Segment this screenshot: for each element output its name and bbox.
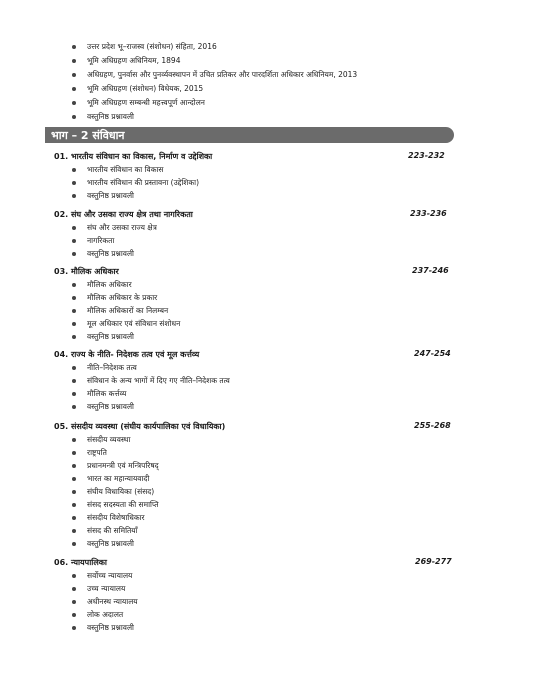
page-range: 269-277 <box>415 557 452 566</box>
bullet-icon <box>72 115 76 119</box>
bullet-icon <box>72 59 76 63</box>
part-heading-banner <box>45 127 454 143</box>
bullet-icon <box>72 529 76 533</box>
bullet-icon <box>72 542 76 546</box>
bullet-icon <box>72 226 76 230</box>
bullet-icon <box>72 87 76 91</box>
bullet-icon <box>72 490 76 494</box>
bullet-icon <box>72 574 76 578</box>
bullet-icon <box>72 503 76 507</box>
bullet-icon <box>72 168 76 172</box>
page-range: 255-268 <box>414 421 451 430</box>
bullet-icon <box>72 451 76 455</box>
section-title: 02. संघ और उसका राज्य क्षेत्र तथा नागरिकता <box>54 210 193 219</box>
bullet-icon <box>72 335 76 339</box>
section-title: 06. न्यायपालिका <box>54 558 107 567</box>
bullet-icon <box>72 366 76 370</box>
bullet-icon <box>72 464 76 468</box>
section-title: 01. भारतीय संविधान का विकास, निर्माण व उद्देशिका <box>54 152 213 161</box>
page-range: 237-246 <box>412 266 449 275</box>
bullet-icon <box>72 613 76 617</box>
bullet-icon <box>72 392 76 396</box>
bullet-icon <box>72 600 76 604</box>
bullet-icon <box>72 101 76 105</box>
bullet-icon <box>72 626 76 630</box>
bullet-icon <box>72 587 76 591</box>
bullet-icon <box>72 296 76 300</box>
bullet-icon <box>72 45 76 49</box>
bullet-icon <box>72 322 76 326</box>
bullet-icon <box>72 73 76 77</box>
bullet-icon <box>72 516 76 520</box>
bullet-icon <box>72 181 76 185</box>
bullet-icon <box>72 477 76 481</box>
part-title: भाग – 2 संविधान <box>51 129 125 142</box>
bullet-icon <box>72 239 76 243</box>
bullet-icon <box>72 309 76 313</box>
bullet-icon <box>72 194 76 198</box>
section-title: 05. संसदीय व्यवस्था (संघीय कार्यपालिका एवं विधायिका) <box>54 422 226 431</box>
page-range: 233-236 <box>410 209 447 218</box>
page-range: 247-254 <box>414 349 451 358</box>
bullet-icon <box>72 379 76 383</box>
bullet-icon <box>72 252 76 256</box>
page-range: 223-232 <box>408 151 445 160</box>
section-title: 04. राज्य के नीति- निदेशक तत्व एवं मूल कर्त्तव्य <box>54 350 200 359</box>
bullet-icon <box>72 438 76 442</box>
section-title: 03. मौलिक अधिकार <box>54 267 119 276</box>
bullet-icon <box>72 405 76 409</box>
bullet-icon <box>72 283 76 287</box>
